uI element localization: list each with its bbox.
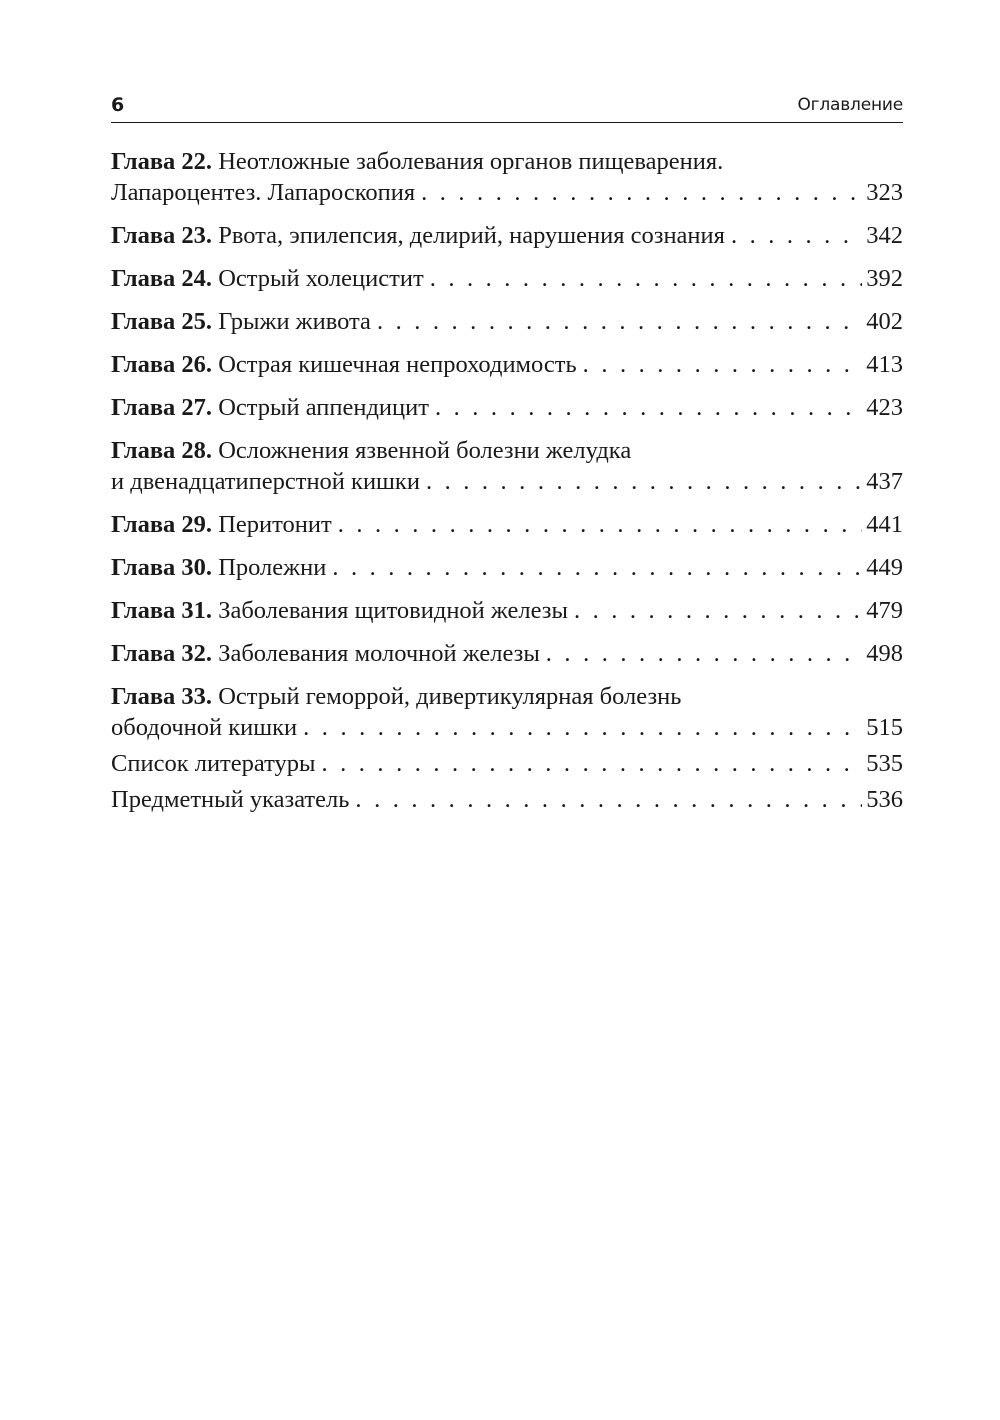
dot-leader bbox=[435, 392, 862, 423]
dot-leader bbox=[583, 349, 863, 380]
chapter-label: Глава 32. bbox=[111, 640, 213, 667]
toc-entry-chapter-25[interactable] bbox=[111, 306, 903, 337]
chapter-title: Пролежни bbox=[218, 554, 327, 581]
chapter-label: Глава 24. bbox=[111, 265, 213, 292]
chapter-label: Глава 25. bbox=[111, 308, 213, 335]
dot-leader bbox=[731, 220, 862, 251]
dot-leader bbox=[332, 552, 862, 583]
toc-entry-chapter-22[interactable] bbox=[111, 146, 903, 208]
page-ref: 413 bbox=[866, 351, 903, 378]
toc-entry-chapter-23[interactable] bbox=[111, 220, 903, 251]
chapter-label: Глава 22. bbox=[111, 148, 213, 175]
chapter-title-line-2: и двенадцатиперстной кишки bbox=[111, 468, 420, 495]
chapter-title-line-1: Острый геморрой, дивертикулярная болезнь bbox=[218, 683, 682, 710]
dot-leader bbox=[426, 466, 862, 497]
dot-leader bbox=[338, 509, 863, 540]
dot-leader bbox=[303, 712, 862, 743]
page-ref: 402 bbox=[866, 308, 903, 335]
dot-leader bbox=[574, 595, 862, 626]
chapter-title: Острый холецистит bbox=[218, 265, 424, 292]
page-ref: 323 bbox=[866, 179, 903, 206]
chapter-title-line-1: Неотложные заболевания органов пищеварения. bbox=[218, 148, 724, 175]
toc-entry-chapter-30[interactable] bbox=[111, 552, 903, 583]
chapter-label: Глава 30. bbox=[111, 554, 213, 581]
page-number: 6 bbox=[111, 94, 125, 116]
chapter-label: Глава 27. bbox=[111, 394, 213, 421]
page-ref: 515 bbox=[866, 714, 903, 741]
page-ref: 535 bbox=[866, 750, 903, 777]
running-title: Оглавление bbox=[797, 95, 903, 115]
chapter-title-line-2: ободочной кишки bbox=[111, 714, 298, 741]
chapter-label: Глава 29. bbox=[111, 511, 213, 538]
toc-entry-chapter-33[interactable] bbox=[111, 681, 903, 743]
chapter-label: Глава 26. bbox=[111, 351, 213, 378]
toc-entry-chapter-24[interactable] bbox=[111, 263, 903, 294]
chapter-title: Грыжи живота bbox=[218, 308, 371, 335]
chapter-title: Рвота, эпилепсия, делирий, нарушения сознания bbox=[218, 222, 725, 249]
chapter-title: Острая кишечная непроходимость bbox=[218, 351, 577, 378]
chapter-label: Глава 23. bbox=[111, 222, 213, 249]
toc-entry-subject-index[interactable] bbox=[111, 784, 903, 815]
dot-leader bbox=[546, 638, 862, 669]
toc-entry-bibliography[interactable] bbox=[111, 748, 903, 779]
chapter-title: Заболевания щитовидной железы bbox=[218, 597, 568, 624]
dot-leader bbox=[355, 784, 862, 815]
page-ref: 392 bbox=[866, 265, 903, 292]
dot-leader bbox=[421, 177, 862, 208]
chapter-title: Перитонит bbox=[218, 511, 332, 538]
page-ref: 449 bbox=[866, 554, 903, 581]
page-ref: 423 bbox=[866, 394, 903, 421]
dot-leader bbox=[430, 263, 863, 294]
chapter-title: Острый аппендицит bbox=[218, 394, 429, 421]
chapter-label: Глава 28. bbox=[111, 437, 213, 464]
chapter-title-line-1: Осложнения язвенной болезни желудка bbox=[218, 437, 632, 464]
toc-entry-chapter-28[interactable] bbox=[111, 435, 903, 497]
page-ref: 441 bbox=[866, 511, 903, 538]
page-ref: 437 bbox=[866, 468, 903, 495]
table-of-contents bbox=[111, 146, 903, 820]
toc-entry-chapter-26[interactable] bbox=[111, 349, 903, 380]
toc-entry-chapter-29[interactable] bbox=[111, 509, 903, 540]
page-ref: 498 bbox=[866, 640, 903, 667]
page-ref: 479 bbox=[866, 597, 903, 624]
dot-leader bbox=[321, 748, 862, 779]
dot-leader bbox=[377, 306, 862, 337]
section-title: Предметный указатель bbox=[111, 786, 350, 813]
page-header bbox=[111, 92, 903, 123]
toc-entry-chapter-31[interactable] bbox=[111, 595, 903, 626]
toc-entry-chapter-27[interactable] bbox=[111, 392, 903, 423]
page-ref: 536 bbox=[866, 786, 903, 813]
page-ref: 342 bbox=[866, 222, 903, 249]
chapter-label: Глава 31. bbox=[111, 597, 213, 624]
chapter-label: Глава 33. bbox=[111, 683, 213, 710]
toc-entry-chapter-32[interactable] bbox=[111, 638, 903, 669]
section-title: Список литературы bbox=[111, 750, 316, 777]
chapter-title-line-2: Лапароцентез. Лапароскопия bbox=[111, 179, 416, 206]
chapter-title: Заболевания молочной железы bbox=[218, 640, 540, 667]
